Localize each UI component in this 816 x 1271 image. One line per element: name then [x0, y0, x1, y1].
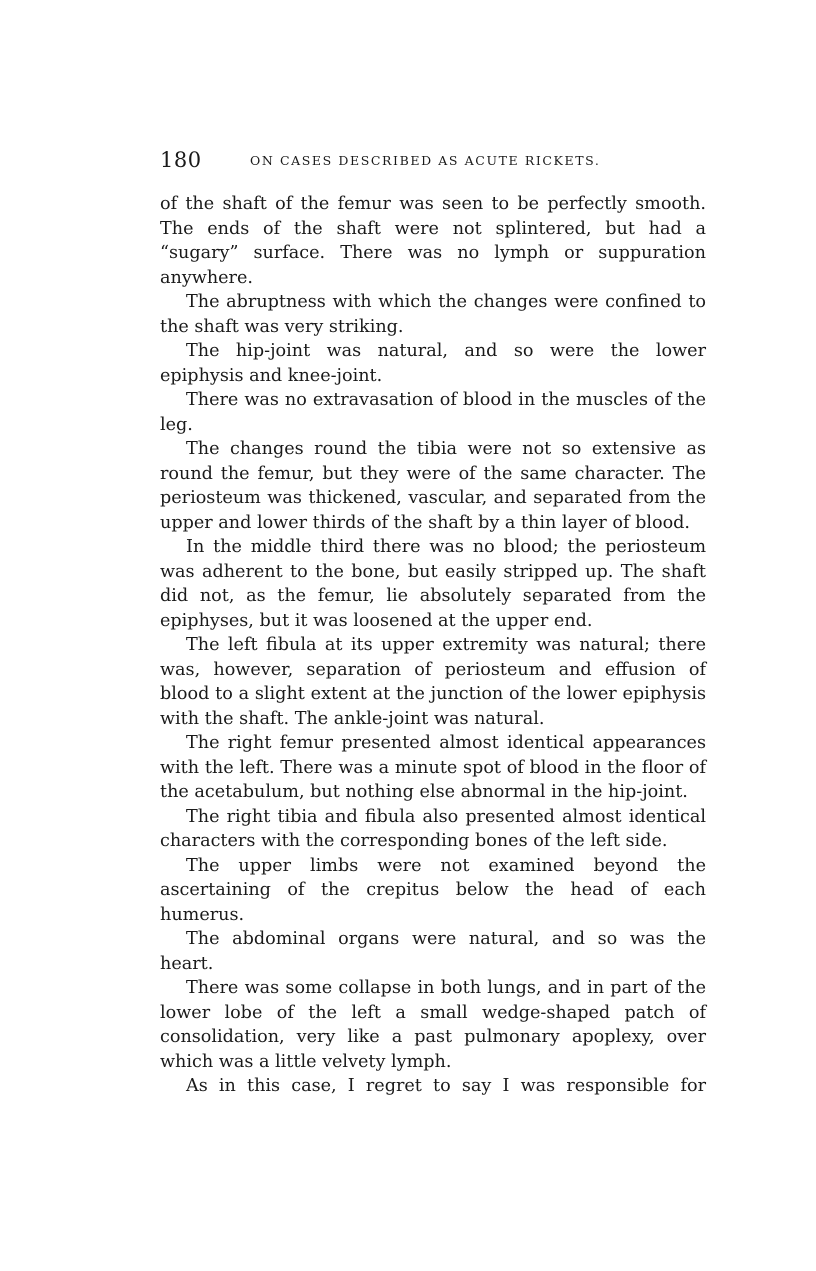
paragraph: The right femur presented almost identical appearances with the left. There was a minute spot of blood in the floor of the acetabulum, but nothing else abnormal in the hip-joint.: [160, 733, 706, 802]
body-text: [160, 192, 706, 1099]
running-head: [160, 148, 706, 178]
paragraph: The hip-joint was natural, and so were the lower epiphysis and knee-joint.: [160, 341, 706, 386]
paragraph: The left fibula at its upper extremity was natural; there was, however, separation of periosteum and effusion of blood to a slight extent at the junction of the lower epiphysis with the shaft. The ankle-joint was natural.: [160, 635, 706, 729]
paragraph: As in this case, I regret to say I was responsible for: [186, 1076, 706, 1096]
page-number: 180: [160, 148, 202, 172]
paragraph: The abdominal organs were natural, and so was the heart.: [160, 929, 706, 974]
paragraph: The right tibia and fibula also presented almost identical characters with the corresponding bones of the left side.: [160, 806, 706, 851]
running-title: ON CASES DESCRIBED AS ACUTE RICKETS.: [250, 153, 601, 168]
paragraph: The upper limbs were not examined beyond the ascertaining of the crepitus below the head of each humerus.: [160, 855, 706, 925]
paragraph: There was some collapse in both lungs, and in part of the lower lobe of the left a small wedge-shaped patch of consolidation, very like a past pulmonary apoplexy, over which was a little velvety lymph.: [160, 978, 706, 1072]
book-page: [160, 148, 706, 1099]
paragraph: of the shaft of the femur was seen to be perfectly smooth. The ends of the shaft were not splintered, but had a “sugary” surface. There was no lymph or suppuration anywhere.: [160, 194, 706, 288]
paragraph: There was no extravasation of blood in the muscles of the leg.: [160, 390, 706, 435]
paragraph: The changes round the tibia were not so extensive as round the femur, but they were of the same character. The periosteum was thickened, vascular, and separated from the upper and lower thirds of the shaft by a thin layer of blood.: [160, 439, 706, 533]
paragraph: The abruptness with which the changes were confined to the shaft was very striking.: [160, 292, 706, 337]
paragraph: In the middle third there was no blood; the periosteum was adherent to the bone, but easily stripped up. The shaft did not, as the femur, lie absolutely separated from the epiphyses, but it was loosened at the upper end.: [160, 537, 706, 631]
